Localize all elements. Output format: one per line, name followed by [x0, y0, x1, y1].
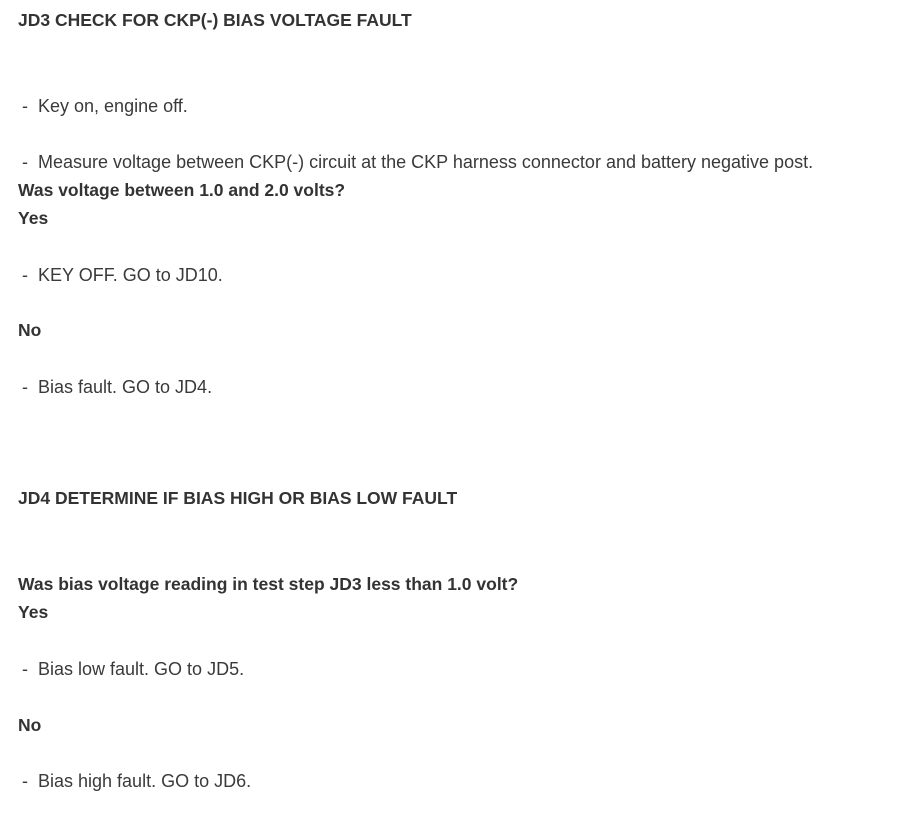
question-text-jd3: Was voltage between 1.0 and 2.0 volts? — [18, 180, 346, 200]
bullet-dash: - — [22, 659, 28, 679]
yes-label-jd4: Yes — [18, 602, 49, 622]
step-text: Key on, engine off. — [38, 96, 188, 116]
no-label-jd4: No — [18, 715, 42, 735]
no-action-jd3 — [18, 376, 212, 398]
no-action-jd4 — [18, 770, 251, 792]
section-heading-jd3: JD3 CHECK FOR CKP(-) BIAS VOLTAGE FAULT — [18, 10, 412, 30]
bullet-dash: - — [22, 96, 28, 116]
action-text: Bias low fault. GO to JD5. — [38, 659, 245, 679]
step-item — [18, 151, 813, 173]
yes-action-jd4 — [18, 658, 244, 680]
bullet-dash: - — [22, 265, 28, 285]
step-text: Measure voltage between CKP(-) circuit at the CKP harness connector and battery negative post. — [38, 152, 814, 172]
no-label-jd3: No — [18, 320, 42, 340]
step-item — [18, 95, 188, 117]
bullet-dash: - — [22, 771, 28, 791]
yes-label-jd3: Yes — [18, 208, 49, 228]
bullet-dash: - — [22, 377, 28, 397]
bullet-dash: - — [22, 152, 28, 172]
question-text-jd4: Was bias voltage reading in test step JD3 less than 1.0 volt? — [18, 574, 519, 594]
action-text: KEY OFF. GO to JD10. — [38, 265, 223, 285]
section-heading-jd4: JD4 DETERMINE IF BIAS HIGH OR BIAS LOW FAULT — [18, 488, 458, 508]
yes-action-jd3 — [18, 264, 223, 286]
action-text: Bias high fault. GO to JD6. — [38, 771, 252, 791]
action-text: Bias fault. GO to JD4. — [38, 377, 213, 397]
